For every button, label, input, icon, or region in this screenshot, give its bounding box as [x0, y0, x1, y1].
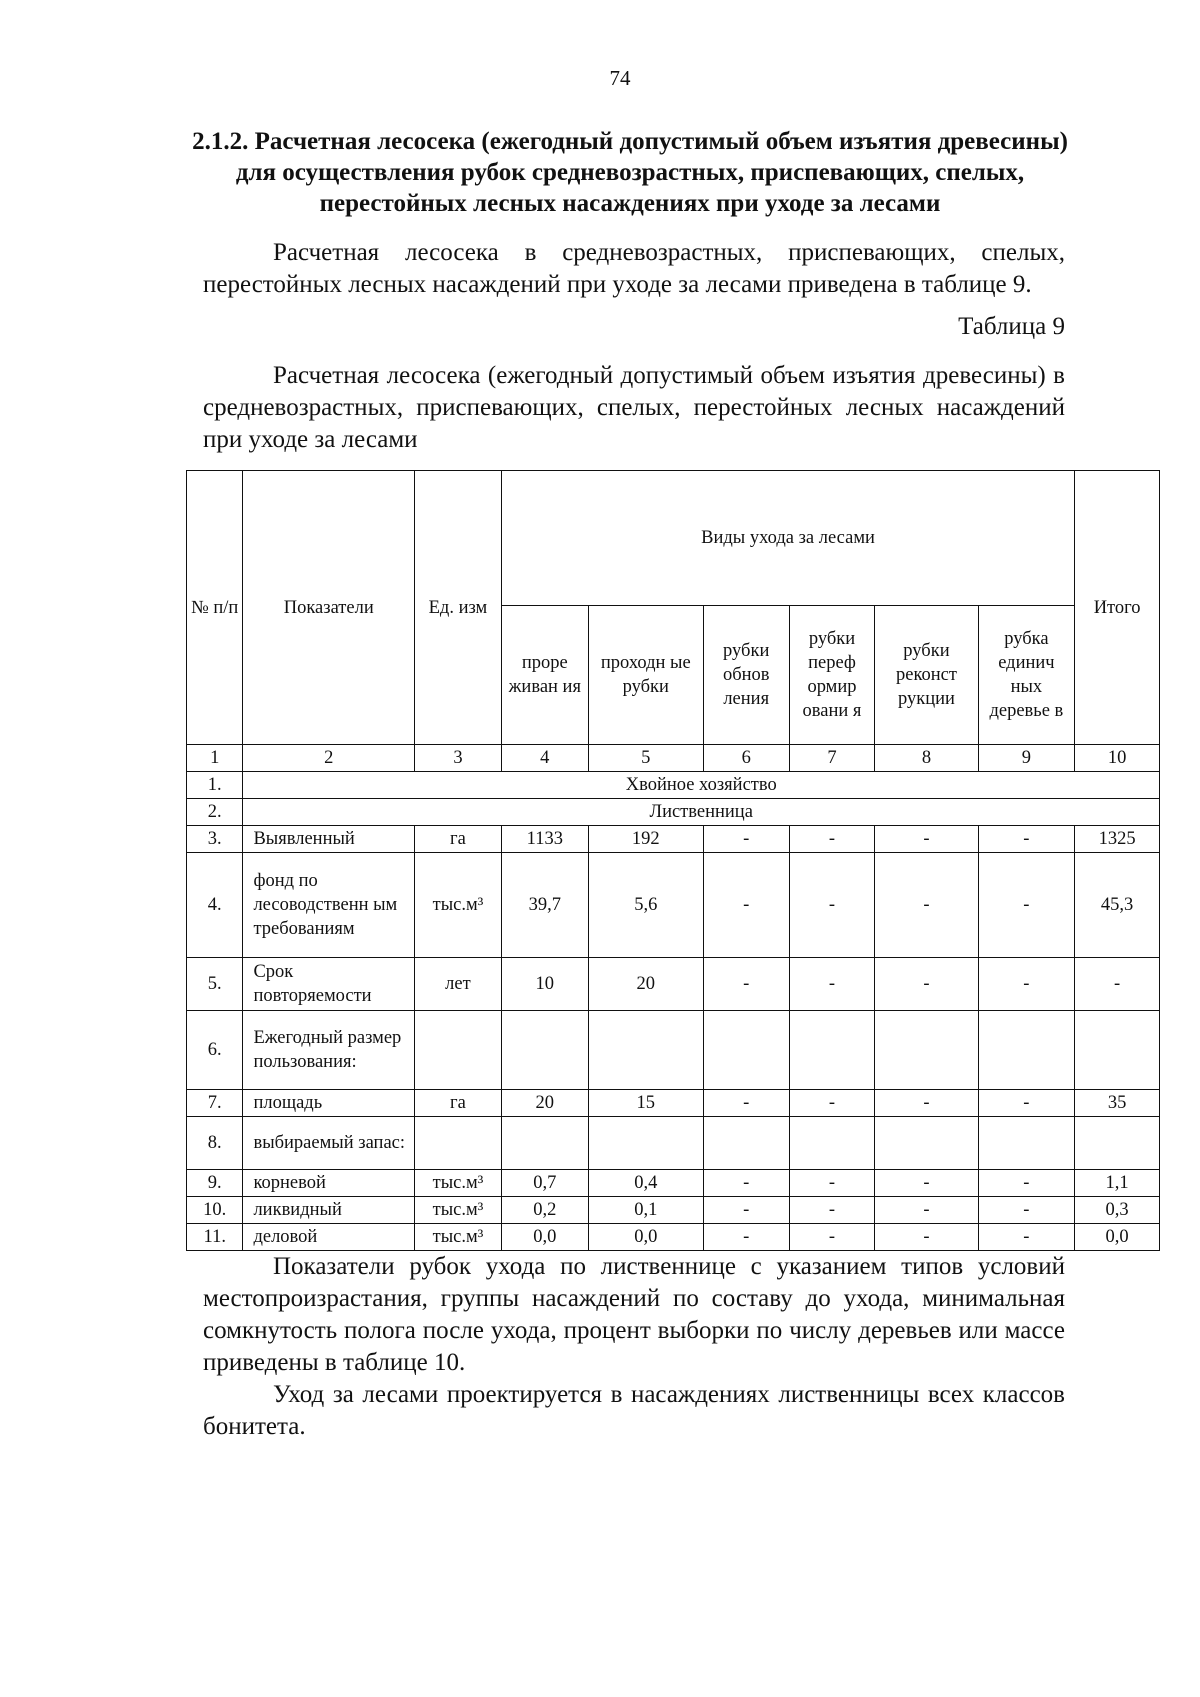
- header-type: рубки реконст рукции: [875, 606, 978, 745]
- row-value: [978, 1011, 1075, 1090]
- row-total: [1075, 1117, 1160, 1170]
- row-value: -: [875, 826, 978, 853]
- row-value: -: [978, 1224, 1075, 1251]
- row-num: 8.: [187, 1117, 243, 1170]
- table-caption: Расчетная лесосека (ежегодный допустимый объем изъятия древесины) в средневозрастных, приспевающих, спелых, перестойных лесных насаждений при уходе за лесами: [203, 362, 1065, 453]
- table-header-row: [187, 471, 1160, 606]
- row-value: [978, 1117, 1075, 1170]
- row-value: -: [789, 1224, 875, 1251]
- section-label: Хвойное хозяйство: [243, 772, 1160, 799]
- row-value: -: [978, 958, 1075, 1011]
- row-value: 1133: [501, 826, 588, 853]
- row-total: -: [1075, 958, 1160, 1011]
- data-table: [186, 470, 1160, 1251]
- row-value: -: [978, 1090, 1075, 1117]
- row-value: -: [703, 853, 789, 958]
- row-value: [703, 1011, 789, 1090]
- column-index: 3: [415, 745, 502, 772]
- row-total: 35: [1075, 1090, 1160, 1117]
- row-total: [1075, 1011, 1160, 1090]
- row-unit: га: [415, 826, 502, 853]
- table-row: [187, 1170, 1160, 1197]
- row-value: -: [789, 1090, 875, 1117]
- after-paragraph-2: Уход за лесами проектируется в насаждениях лиственницы всех классов бонитета.: [203, 1381, 1065, 1440]
- row-num: 3.: [187, 826, 243, 853]
- header-group: Виды ухода за лесами: [501, 471, 1074, 606]
- row-value: -: [978, 853, 1075, 958]
- section-row: [187, 799, 1160, 826]
- row-num: 5.: [187, 958, 243, 1011]
- header-type: рубки обнов ления: [703, 606, 789, 745]
- row-value: [789, 1011, 875, 1090]
- column-index-row: [187, 745, 1160, 772]
- row-indicator: Срок повторяемости: [243, 958, 415, 1011]
- row-value: [875, 1117, 978, 1170]
- row-value: -: [978, 826, 1075, 853]
- row-value: 5,6: [588, 853, 703, 958]
- row-total: 1325: [1075, 826, 1160, 853]
- row-num: 4.: [187, 853, 243, 958]
- row-unit: [415, 1117, 502, 1170]
- row-value: 20: [501, 1090, 588, 1117]
- row-value: 10: [501, 958, 588, 1011]
- row-unit: тыс.м³: [415, 1224, 502, 1251]
- row-unit: тыс.м³: [415, 1197, 502, 1224]
- table-label: Таблица 9: [958, 313, 1065, 340]
- row-value: 0,0: [501, 1224, 588, 1251]
- table-row: [187, 1090, 1160, 1117]
- row-num: 9.: [187, 1170, 243, 1197]
- row-value: -: [789, 1170, 875, 1197]
- header-indicator: Показатели: [243, 471, 415, 745]
- row-unit: тыс.м³: [415, 1170, 502, 1197]
- row-value: 0,2: [501, 1197, 588, 1224]
- header-unit: Ед. изм: [415, 471, 502, 745]
- header-type: проре живан ия: [501, 606, 588, 745]
- row-value: [789, 1117, 875, 1170]
- header-total: Итого: [1075, 471, 1160, 745]
- row-value: 15: [588, 1090, 703, 1117]
- row-unit: тыс.м³: [415, 853, 502, 958]
- row-indicator: Ежегодный размер пользования:: [243, 1011, 415, 1090]
- row-indicator: фонд по лесоводственн ым требованиям: [243, 853, 415, 958]
- row-value: [875, 1011, 978, 1090]
- row-value: 39,7: [501, 853, 588, 958]
- row-value: -: [875, 1170, 978, 1197]
- row-value: -: [789, 826, 875, 853]
- row-unit: лет: [415, 958, 502, 1011]
- row-unit: га: [415, 1090, 502, 1117]
- row-value: -: [703, 826, 789, 853]
- column-index: 6: [703, 745, 789, 772]
- row-value: -: [789, 853, 875, 958]
- header-type: рубка единич ных деревье в: [978, 606, 1075, 745]
- header-num: № п/п: [187, 471, 243, 745]
- row-indicator: деловой: [243, 1224, 415, 1251]
- row-indicator: ликвидный: [243, 1197, 415, 1224]
- row-num: 7.: [187, 1090, 243, 1117]
- row-total: 0,3: [1075, 1197, 1160, 1224]
- row-value: 0,0: [588, 1224, 703, 1251]
- table-row: [187, 1011, 1160, 1090]
- table-row: [187, 826, 1160, 853]
- row-value: [703, 1117, 789, 1170]
- row-value: 0,7: [501, 1170, 588, 1197]
- row-value: 0,4: [588, 1170, 703, 1197]
- row-unit: [415, 1011, 502, 1090]
- section-heading: 2.1.2. Расчетная лесосека (ежегодный допустимый объем изъятия древесины) для осуществления рубок средневозрастных, приспевающих, спелых, перестойных лесных насаждениях при уходе за лесами: [192, 128, 1068, 217]
- row-value: -: [875, 1090, 978, 1117]
- row-value: -: [875, 1224, 978, 1251]
- after-paragraph-1: Показатели рубок ухода по лиственнице с указанием типов условий местопроизрастания, группы насаждений по составу до ухода, минимальная сомкнутость полога после ухода, процент выборки по числу деревьев или массе приведены в таблице 10.: [203, 1253, 1065, 1376]
- page-number: 74: [609, 66, 631, 90]
- row-value: -: [789, 1197, 875, 1224]
- row-total: 1,1: [1075, 1170, 1160, 1197]
- table-row: [187, 1197, 1160, 1224]
- row-indicator: выбираемый запас:: [243, 1117, 415, 1170]
- column-index: 9: [978, 745, 1075, 772]
- row-value: -: [703, 1090, 789, 1117]
- row-value: [588, 1117, 703, 1170]
- row-indicator: Выявленный: [243, 826, 415, 853]
- column-index: 7: [789, 745, 875, 772]
- row-value: -: [703, 1197, 789, 1224]
- column-index: 4: [501, 745, 588, 772]
- row-num: 10.: [187, 1197, 243, 1224]
- row-value: -: [875, 958, 978, 1011]
- column-index: 2: [243, 745, 415, 772]
- table-row: [187, 1117, 1160, 1170]
- row-num: 6.: [187, 1011, 243, 1090]
- row-num: 11.: [187, 1224, 243, 1251]
- row-value: -: [703, 958, 789, 1011]
- row-value: [501, 1117, 588, 1170]
- row-value: 0,1: [588, 1197, 703, 1224]
- row-value: -: [875, 853, 978, 958]
- header-type: проходн ые рубки: [588, 606, 703, 745]
- column-index: 5: [588, 745, 703, 772]
- column-index: 8: [875, 745, 978, 772]
- row-value: -: [978, 1197, 1075, 1224]
- section-label: Лиственница: [243, 799, 1160, 826]
- row-indicator: площадь: [243, 1090, 415, 1117]
- row-value: -: [978, 1170, 1075, 1197]
- intro-paragraph: Расчетная лесосека в средневозрастных, приспевающих, спелых, перестойных лесных насаждений при уходе за лесами приведена в таблице 9.: [203, 239, 1065, 298]
- row-value: -: [703, 1170, 789, 1197]
- row-total: 45,3: [1075, 853, 1160, 958]
- row-num: 2.: [187, 799, 243, 826]
- row-value: 20: [588, 958, 703, 1011]
- row-num: 1.: [187, 772, 243, 799]
- header-type: рубки переф ормир овани я: [789, 606, 875, 745]
- row-value: [501, 1011, 588, 1090]
- table-row: [187, 958, 1160, 1011]
- row-value: -: [789, 958, 875, 1011]
- table-row: [187, 1224, 1160, 1251]
- row-indicator: корневой: [243, 1170, 415, 1197]
- row-value: 192: [588, 826, 703, 853]
- row-value: -: [703, 1224, 789, 1251]
- table-row: [187, 853, 1160, 958]
- column-index: 10: [1075, 745, 1160, 772]
- row-total: 0,0: [1075, 1224, 1160, 1251]
- row-value: [588, 1011, 703, 1090]
- column-index: 1: [187, 745, 243, 772]
- section-row: [187, 772, 1160, 799]
- row-value: -: [875, 1197, 978, 1224]
